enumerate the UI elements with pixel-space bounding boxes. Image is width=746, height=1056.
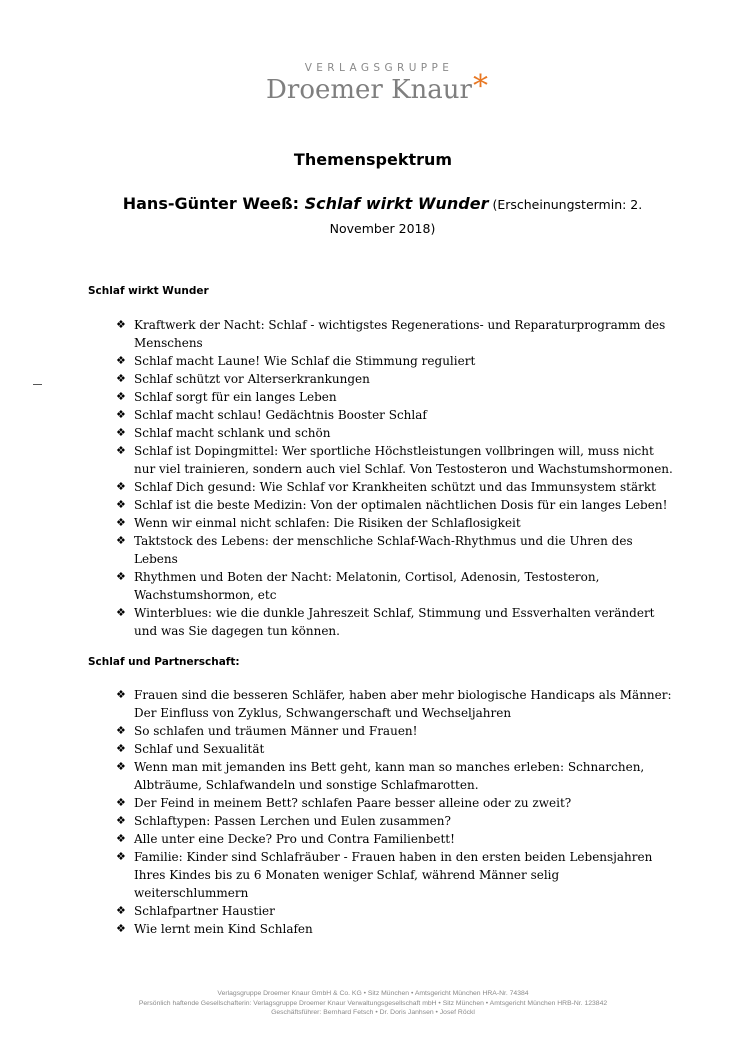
list-item-text: Wenn wir einmal nicht schlafen: Die Risiken der Schlaflosigkeit	[134, 516, 521, 530]
logo-wordmark: Droemer Knaur	[266, 75, 472, 105]
bullet-icon: ❖	[116, 832, 126, 845]
section-heading-schlaf-und-partnerschaft: Schlaf und Partnerschaft:	[88, 656, 240, 668]
list-item-text: Schlaf und Sexualität	[134, 742, 265, 756]
bullet-icon: ❖	[116, 318, 126, 331]
bullet-icon: ❖	[116, 742, 126, 755]
bullet-icon: ❖	[116, 498, 126, 511]
book-subtitle	[90, 192, 675, 241]
bullet-icon: ❖	[116, 904, 126, 917]
bullet-icon: ❖	[116, 480, 126, 493]
bullet-icon: ❖	[116, 922, 126, 935]
list-item-text: Frauen sind die besseren Schläfer, haben aber mehr biologische Handicaps als Männer: Der Einfluss von Zyklus, Schwangerschaft und Wechseljahren	[134, 688, 672, 720]
list-item	[116, 496, 676, 514]
page-title: Themenspektrum	[293, 150, 453, 169]
list-item-text: So schlafen und träumen Männer und Frauen!	[134, 724, 418, 738]
list-item-text: Schlaf Dich gesund: Wie Schlaf vor Krankheiten schützt und das Immunsystem stärkt	[134, 480, 656, 494]
list-item	[116, 740, 676, 758]
book-title: Schlaf wirkt Wunder	[304, 194, 489, 213]
list-item-text: Schlaf macht schlank und schön	[134, 426, 331, 440]
list-item-text: Schlaf schützt vor Alterserkrankungen	[134, 372, 370, 386]
bullet-icon: ❖	[116, 814, 126, 827]
list-item-text: Wenn man mit jemanden ins Bett geht, kann man so manches erleben: Schnarchen, Albträume, Schlafwandeln und sonstige Schlafmarotten.	[134, 760, 645, 792]
list-item	[116, 686, 676, 722]
bullet-icon: ❖	[116, 516, 126, 529]
bullet-icon: ❖	[116, 444, 126, 457]
bullet-icon: ❖	[116, 408, 126, 421]
list-item-text: Winterblues: wie die dunkle Jahreszeit Schlaf, Stimmung und Essverhalten verändert und was Sie dagegen tun können.	[134, 606, 655, 638]
bullet-icon: ❖	[116, 390, 126, 403]
list-item-text: Der Feind in meinem Bett? schlafen Paare besser alleine oder zu zweit?	[134, 796, 572, 810]
logo-top-text: VERLAGSGRUPPE	[304, 62, 454, 74]
bullet-icon: ❖	[116, 850, 126, 863]
section-heading-schlaf-wirkt-wunder: Schlaf wirkt Wunder	[88, 285, 209, 297]
list-item-text: Schlaftypen: Passen Lerchen und Eulen zusammen?	[134, 814, 451, 828]
bullet-icon: ❖	[116, 570, 126, 583]
bullet-icon: ❖	[116, 606, 126, 619]
logo-main-text	[8, 69, 746, 105]
bullet-icon: ❖	[116, 372, 126, 385]
list-item-text: Schlaf ist die beste Medizin: Von der optimalen nächtlichen Dosis für ein langes Leben!	[134, 498, 668, 512]
list-item-text: Rhythmen und Boten der Nacht: Melatonin, Cortisol, Adenosin, Testosteron, Wachstumshormon, etc	[134, 570, 600, 602]
list-item	[116, 568, 676, 604]
list-item-text: Taktstock des Lebens: der menschliche Schlaf-Wach-Rhythmus und die Uhren des Lebens	[134, 534, 633, 566]
list-item	[116, 848, 676, 902]
list-item-text: Schlafpartner Haustier	[134, 904, 275, 918]
list-item	[116, 478, 676, 496]
bullet-icon: ❖	[116, 724, 126, 737]
list-item	[116, 406, 676, 424]
list-item-text: Schlaf macht schlau! Gedächtnis Booster Schlaf	[134, 408, 427, 422]
list-item-text: Schlaf ist Dopingmittel: Wer sportliche Höchstleistungen vollbringen will, muss nicht nur viel trainieren, sondern auch viel Schlaf. Von Testosteron und Wachstumshormonen.	[134, 444, 673, 476]
bullet-icon: ❖	[116, 796, 126, 809]
logo-star-icon: *	[472, 69, 488, 104]
footer-line-2: Persönlich haftende Gesellschafterin: Verlagsgruppe Droemer Knaur Verwaltungsgesellschaft mbH • Sitz München • Amtsgericht München HRB-Nr. 123842	[138, 999, 608, 1007]
topic-list-schlaf-wirkt-wunder	[116, 316, 676, 640]
list-item-text: Familie: Kinder sind Schlafräuber - Frauen haben in den ersten beiden Lebensjahren Ihres Kindes bis zu 6 Monaten weniger Schlaf, während Männer selig weiterschlummern	[134, 850, 653, 900]
list-item	[116, 794, 676, 812]
list-item	[116, 902, 676, 920]
list-item	[116, 722, 676, 740]
publisher-logo	[0, 62, 746, 105]
list-item	[116, 830, 676, 848]
margin-mark	[33, 384, 42, 385]
footer	[0, 989, 746, 1018]
list-item	[116, 370, 676, 388]
list-item	[116, 604, 676, 640]
list-item	[116, 920, 676, 938]
bullet-icon: ❖	[116, 760, 126, 773]
list-item	[116, 812, 676, 830]
bullet-icon: ❖	[116, 426, 126, 439]
list-item-text: Schlaf macht Laune! Wie Schlaf die Stimmung reguliert	[134, 354, 476, 368]
list-item	[116, 758, 676, 794]
list-item	[116, 424, 676, 442]
bullet-icon: ❖	[116, 534, 126, 547]
release-note: (Erscheinungstermin: 2. November 2018)	[329, 197, 643, 236]
bullet-icon: ❖	[116, 688, 126, 701]
footer-line-1: Verlagsgruppe Droemer Knaur GmbH & Co. KG • Sitz München • Amtsgericht München HRA-Nr. 74384	[217, 990, 529, 997]
topic-list-schlaf-und-partnerschaft	[116, 686, 676, 938]
list-item	[116, 352, 676, 370]
author-name: Hans-Günter Weeß:	[122, 194, 305, 213]
list-item	[116, 532, 676, 568]
list-item	[116, 442, 676, 478]
bullet-icon: ❖	[116, 354, 126, 367]
list-item-text: Kraftwerk der Nacht: Schlaf - wichtigstes Regenerations- und Reparaturprogramm des Menschens	[134, 318, 666, 350]
list-item	[116, 388, 676, 406]
list-item-text: Schlaf sorgt für ein langes Leben	[134, 390, 337, 404]
footer-line-3: Geschäftsführer: Bernhard Fetsch • Dr. Doris Janhsen • Josef Röckl	[271, 1009, 475, 1016]
list-item	[116, 316, 676, 352]
list-item	[116, 514, 676, 532]
list-item-text: Wie lernt mein Kind Schlafen	[134, 922, 313, 936]
list-item-text: Alle unter eine Decke? Pro und Contra Familienbett!	[134, 832, 455, 846]
